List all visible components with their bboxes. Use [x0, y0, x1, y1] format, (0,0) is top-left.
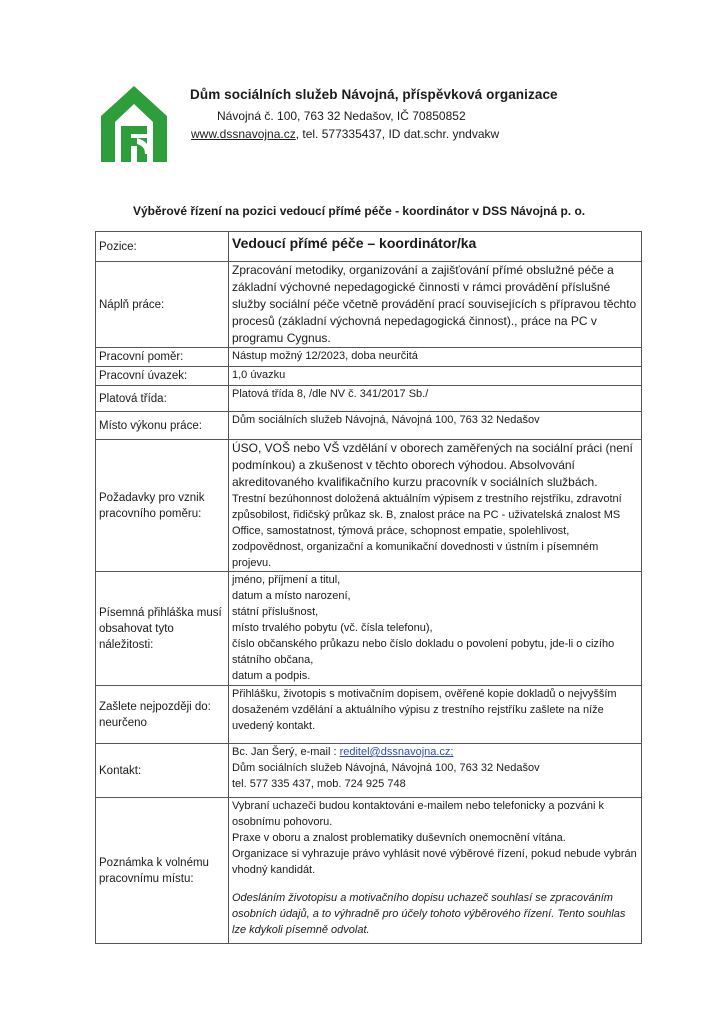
organization-address: Návojná č. 100, 763 32 Nedašov, IČ 70850852 — [217, 109, 466, 123]
row-label: Požadavky pro vznik pracovního poměru: — [96, 440, 229, 572]
notes — [229, 798, 642, 944]
employment-type: Nástup možný 12/2023, doba neurčitá — [229, 348, 642, 367]
submission-info: Přihlášku, životopis s motivačním dopisem, ověřené kopie dokladů o nejvyšším dosaženém vzdělání a aktuálního výpisu z trestního rejstříku zašlete na níže uvedený kontakt. — [229, 686, 642, 744]
row-label: Platová třída: — [96, 386, 229, 412]
list-item: státní příslušnost, — [232, 606, 319, 618]
table-row — [96, 348, 642, 367]
row-label: Pozice: — [96, 232, 229, 262]
row-label: Poznámka k volnému pracovnímu místu: — [96, 798, 229, 944]
contact-name: Bc. Jan Šerý, e-mail : — [232, 746, 340, 758]
contact-info — [229, 744, 642, 798]
note-paragraph: Organizace si vyhrazuje právo vyhlásit nové výběrové řízení, pokud nebude vybrán vhodný kandidát. — [232, 848, 637, 876]
table-row — [96, 798, 642, 944]
workplace: Dům sociálních služeb Návojná, Návojná 100, 763 32 Nedašov — [229, 412, 642, 440]
job-details-table — [95, 231, 642, 944]
row-label: Kontakt: — [96, 744, 229, 798]
row-label: Pracovní úvazek: — [96, 367, 229, 386]
note-paragraph: Vybraní uchazeči budou kontaktováni e-mailem nebo telefonicky a pozváni k osobnímu pohovoru. — [232, 800, 604, 828]
list-item: datum a podpis. — [232, 670, 311, 682]
table-row — [96, 572, 642, 686]
workload: 1,0 úvazku — [229, 367, 642, 386]
email-link[interactable]: reditel@dssnavojna.cz; — [339, 746, 454, 758]
salary-grade: Platová třída 8, /dle NV č. 341/2017 Sb./ — [229, 386, 642, 412]
website-link[interactable]: www.dssnavojna.cz — [191, 127, 296, 141]
application-contents — [229, 572, 642, 686]
list-item: datum a místo narození, — [232, 590, 351, 602]
list-item: číslo občanského průkazu nebo číslo dokladu o povolení pobytu, jde-li o cizího státního občana, — [232, 638, 615, 666]
table-row — [96, 744, 642, 798]
organization-contact — [191, 127, 499, 141]
requirements-other: Trestní bezúhonnost doložená aktuálním výpisem z trestního rejstříku, zdravotní způsobilost, řidičský průkaz sk. B, znalost práce na PC - uživatelská znalost MS Office, samostatnost, týmová práce, schopnost empatie, spolehlivost, zodpovědnost, organizační a komunikační dovednosti v ústním i písemném projevu. — [232, 493, 622, 569]
list-item: jméno, příjmení a titul, — [232, 574, 341, 586]
contact-phone: tel. 577 335 437, mob. 724 925 748 — [232, 778, 406, 790]
table-row — [96, 367, 642, 386]
row-label: Místo výkonu práce: — [96, 412, 229, 440]
row-label: Písemná přihláška musí obsahovat tyto náležitosti: — [96, 572, 229, 686]
job-description: Zpracování metodiky, organizování a zajišťování přímé obslužné péče a základní výchovné nepedagogické činnosti v rámci provádění příslušné služby sociální péče včetně provádění prací souvisejících s přípravou těchto procesů (základní výchovná nepedagogická činnost)., práce na PC v programu Cygnus. — [229, 262, 642, 348]
requirements-education: ÚSO, VOŠ nebo VŠ vzdělání v oborech zaměřených na sociální práci (není podmínkou) a zkušenost v těchto oborech výhodou. Absolvování akreditovaného kvalifikačního kurzu pracovník v sociálních službách. — [232, 441, 633, 489]
note-paragraph: Praxe v oboru a znalost problematiky duševních onemocnění vítána. — [232, 832, 566, 844]
position-title: Vedoucí přímé péče – koordinátor/ka — [229, 232, 642, 262]
spacer — [232, 878, 638, 890]
table-row — [96, 686, 642, 744]
document-title: Výběrové řízení na pozici vedoucí přímé péče - koordinátor v DSS Návojná p. o. — [133, 204, 586, 218]
row-label: Zašlete nejpozději do: neurčeno — [96, 686, 229, 744]
row-label: Pracovní poměr: — [96, 348, 229, 367]
row-label: Náplň práce: — [96, 262, 229, 348]
table-row — [96, 262, 642, 348]
contact-details: , tel. 577335437, ID dat.schr. yndvakw — [295, 127, 500, 141]
table-row — [96, 440, 642, 572]
organization-logo — [101, 86, 167, 162]
requirements — [229, 440, 642, 572]
contact-address: Dům sociálních služeb Návojná, Návojná 100, 763 32 Nedašov — [232, 762, 540, 774]
organization-name: Dům sociálních služeb Návojná, příspěvková organizace — [190, 87, 558, 102]
table-row — [96, 232, 642, 262]
table-row — [96, 386, 642, 412]
table-row — [96, 412, 642, 440]
consent-note: Odesláním životopisu a motivačního dopisu uchazeč souhlasí se zpracováním osobních údajů, a to výhradně pro účely tohoto výběrového řízení. Tento souhlas lze kdykoli písemně odvolat. — [232, 892, 626, 936]
contact-person — [232, 744, 638, 760]
list-item: místo trvalého pobytu (vč. čísla telefonu), — [232, 622, 433, 634]
